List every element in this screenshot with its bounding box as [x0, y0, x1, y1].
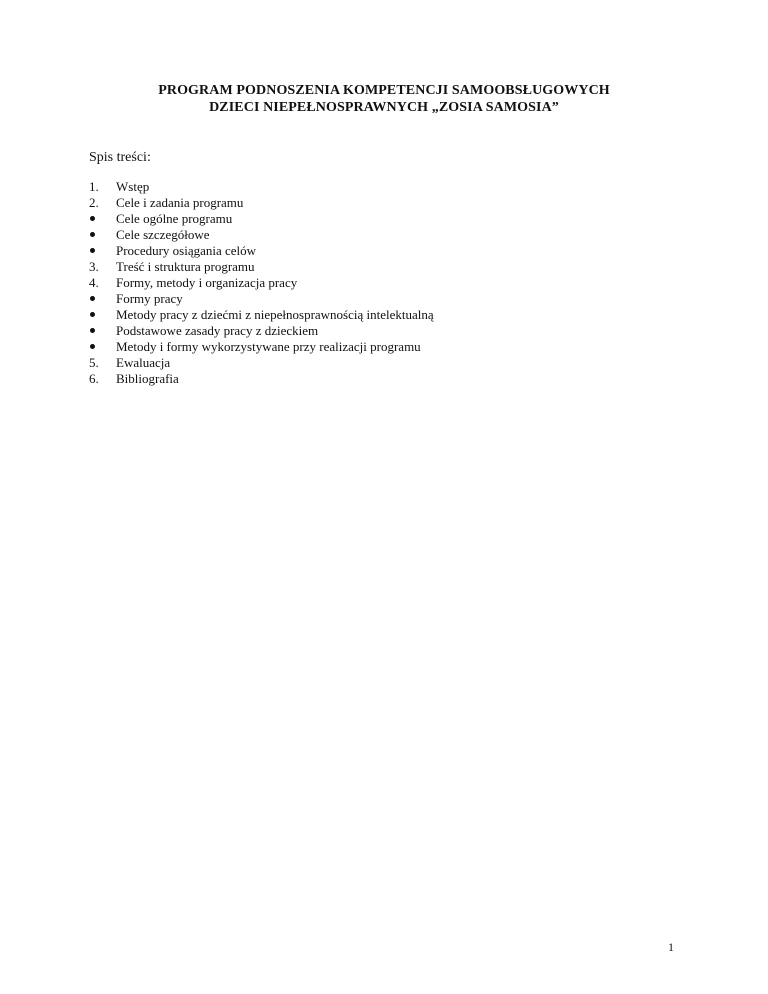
- bullet-icon: [89, 211, 116, 227]
- bullet-dot: [90, 312, 95, 317]
- toc-item-label: Treść i struktura programu: [116, 259, 255, 274]
- toc-item-label: Bibliografia: [116, 371, 179, 386]
- toc-item: [89, 291, 434, 307]
- toc-item-number: 5.: [89, 355, 99, 370]
- toc-item-label: Procedury osiągania celów: [116, 243, 257, 258]
- toc-item-label: Ewaluacja: [116, 355, 171, 370]
- toc-item-label: Formy pracy: [116, 291, 183, 306]
- toc-item: [89, 355, 434, 371]
- toc-item: [89, 323, 434, 339]
- toc-item-label: Wstęp: [116, 179, 150, 194]
- toc-item-label: Cele i zadania programu: [116, 195, 244, 210]
- toc-item: [89, 227, 434, 243]
- toc-item-number: 1.: [89, 179, 99, 194]
- toc-item: [89, 211, 434, 227]
- toc-item: [89, 195, 434, 211]
- bullet-dot: [90, 344, 95, 349]
- toc-item-label: Metody i formy wykorzystywane przy realizacji programu: [116, 339, 421, 354]
- toc-item: [89, 339, 434, 355]
- toc-item-label: Metody pracy z dziećmi z niepełnosprawnością intelektualną: [116, 307, 434, 322]
- bullet-dot: [90, 232, 95, 237]
- bullet-dot: [90, 216, 95, 221]
- toc-item: [89, 259, 434, 275]
- toc-item-label: Formy, metody i organizacja pracy: [116, 275, 298, 290]
- toc-item-label: Cele ogólne programu: [116, 211, 233, 226]
- page-number: 1: [668, 940, 674, 954]
- toc-item: [89, 179, 434, 195]
- document-title: [90, 82, 678, 116]
- toc-item-number: 6.: [89, 371, 99, 386]
- bullet-icon: [89, 323, 116, 339]
- bullet-icon: [89, 339, 116, 355]
- toc-item-number: 3.: [89, 259, 99, 274]
- title-line-2: DZIECI NIEPEŁNOSPRAWNYCH „ZOSIA SAMOSIA”: [209, 100, 559, 115]
- toc-item: [89, 275, 434, 291]
- toc-heading: Spis treści:: [89, 150, 151, 165]
- toc-item-label: Cele szczegółowe: [116, 227, 210, 242]
- bullet-icon: [89, 307, 116, 323]
- table-of-contents: [89, 179, 434, 387]
- toc-item-number: 4.: [89, 275, 99, 290]
- bullet-icon: [89, 291, 116, 307]
- title-line-1: PROGRAM PODNOSZENIA KOMPETENCJI SAMOOBSŁUGOWYCH: [158, 83, 610, 98]
- bullet-icon: [89, 227, 116, 243]
- bullet-icon: [89, 243, 116, 259]
- toc-item: [89, 307, 434, 323]
- toc-item-label: Podstawowe zasady pracy z dzieckiem: [116, 323, 319, 338]
- bullet-dot: [90, 296, 95, 301]
- bullet-dot: [90, 328, 95, 333]
- toc-item: [89, 371, 434, 387]
- toc-item-number: 2.: [89, 195, 99, 210]
- toc-item: [89, 243, 434, 259]
- bullet-dot: [90, 248, 95, 253]
